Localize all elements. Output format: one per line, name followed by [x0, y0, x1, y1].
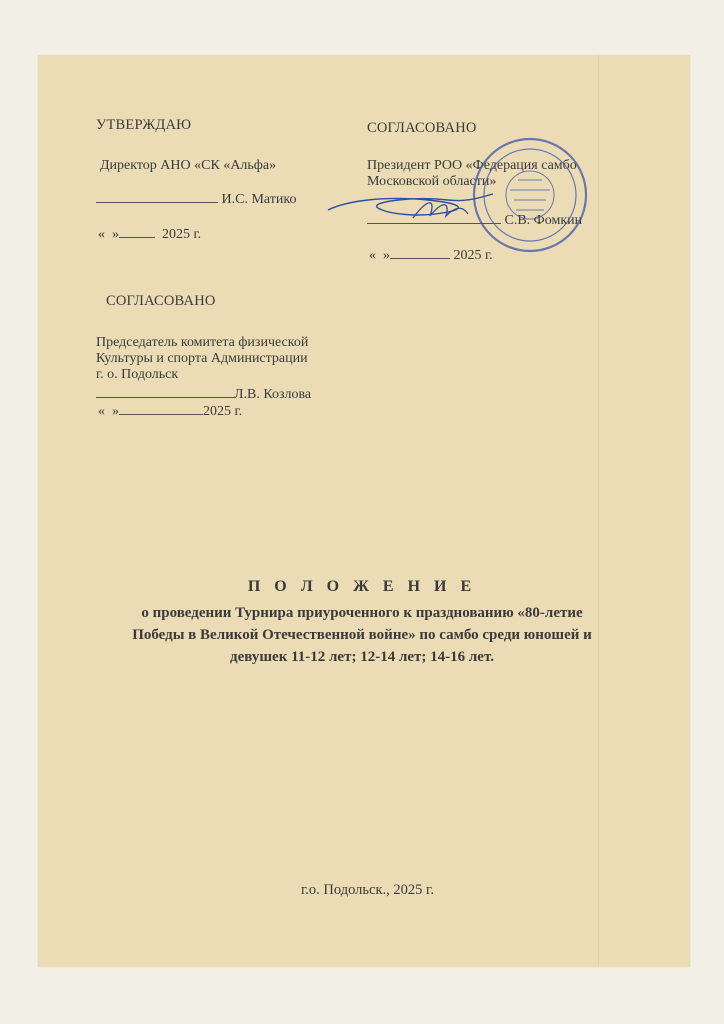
agree2-position-line2: Культуры и спорта Администрации: [96, 351, 308, 366]
agree1-year: 2025 г.: [453, 248, 493, 263]
approve-name: И.С. Матико: [221, 192, 297, 207]
place-year: г.о. Подольск., 2025 г.: [301, 882, 434, 898]
quote-close: »: [383, 248, 390, 263]
quote-open: «: [369, 248, 376, 263]
stamp-icon: [470, 130, 590, 260]
quote-open: «: [98, 404, 105, 419]
subtitle-line1: о проведении Турнира приуроченного к празднованию «80-летие: [141, 605, 583, 621]
agree1-heading: СОГЛАСОВАНО: [367, 120, 477, 136]
month-blank: [119, 225, 155, 238]
agree1-position-line2: Московской области»: [367, 174, 497, 189]
approve-signature-line: [96, 190, 296, 208]
approve-position: Директор АНО «СК «Альфа»: [100, 158, 277, 173]
month-blank: [390, 246, 450, 259]
agree2-name: Л.В. Козлова: [234, 387, 312, 402]
agree1-position-line1: Президент РОО «Федерация самбо: [367, 158, 577, 173]
signature-blank: [96, 190, 218, 203]
approve-date: [98, 225, 201, 243]
agree1-name: С.В. Фомкин: [504, 213, 583, 228]
fold-line: [598, 55, 599, 967]
approve-year: 2025 г.: [162, 227, 202, 242]
month-blank: [119, 402, 203, 415]
quote-close: »: [112, 227, 119, 242]
agree2-year: 2025 г.: [203, 404, 243, 419]
subtitle-line2: Победы в Великой Отечественной войне» по самбо среди юношей и: [132, 627, 592, 643]
document-title: П О Л О Ж Е Н И Е: [247, 578, 477, 595]
agree2-position-line3: г. о. Подольск: [96, 367, 179, 382]
approve-heading: УТВЕРЖДАЮ: [96, 117, 192, 133]
agree2-date: [98, 402, 242, 420]
agree2-position-line1: Председатель комитета физической: [96, 335, 309, 350]
signature-blank: [96, 385, 234, 398]
quote-close: »: [112, 404, 119, 419]
agree2-heading: СОГЛАСОВАНО: [106, 293, 216, 309]
document-subtitle: [0, 602, 724, 668]
agree2-signature-line: [96, 385, 311, 403]
quote-open: «: [98, 227, 105, 242]
subtitle-line3: девушек 11-12 лет; 12-14 лет; 14-16 лет.: [230, 649, 494, 665]
